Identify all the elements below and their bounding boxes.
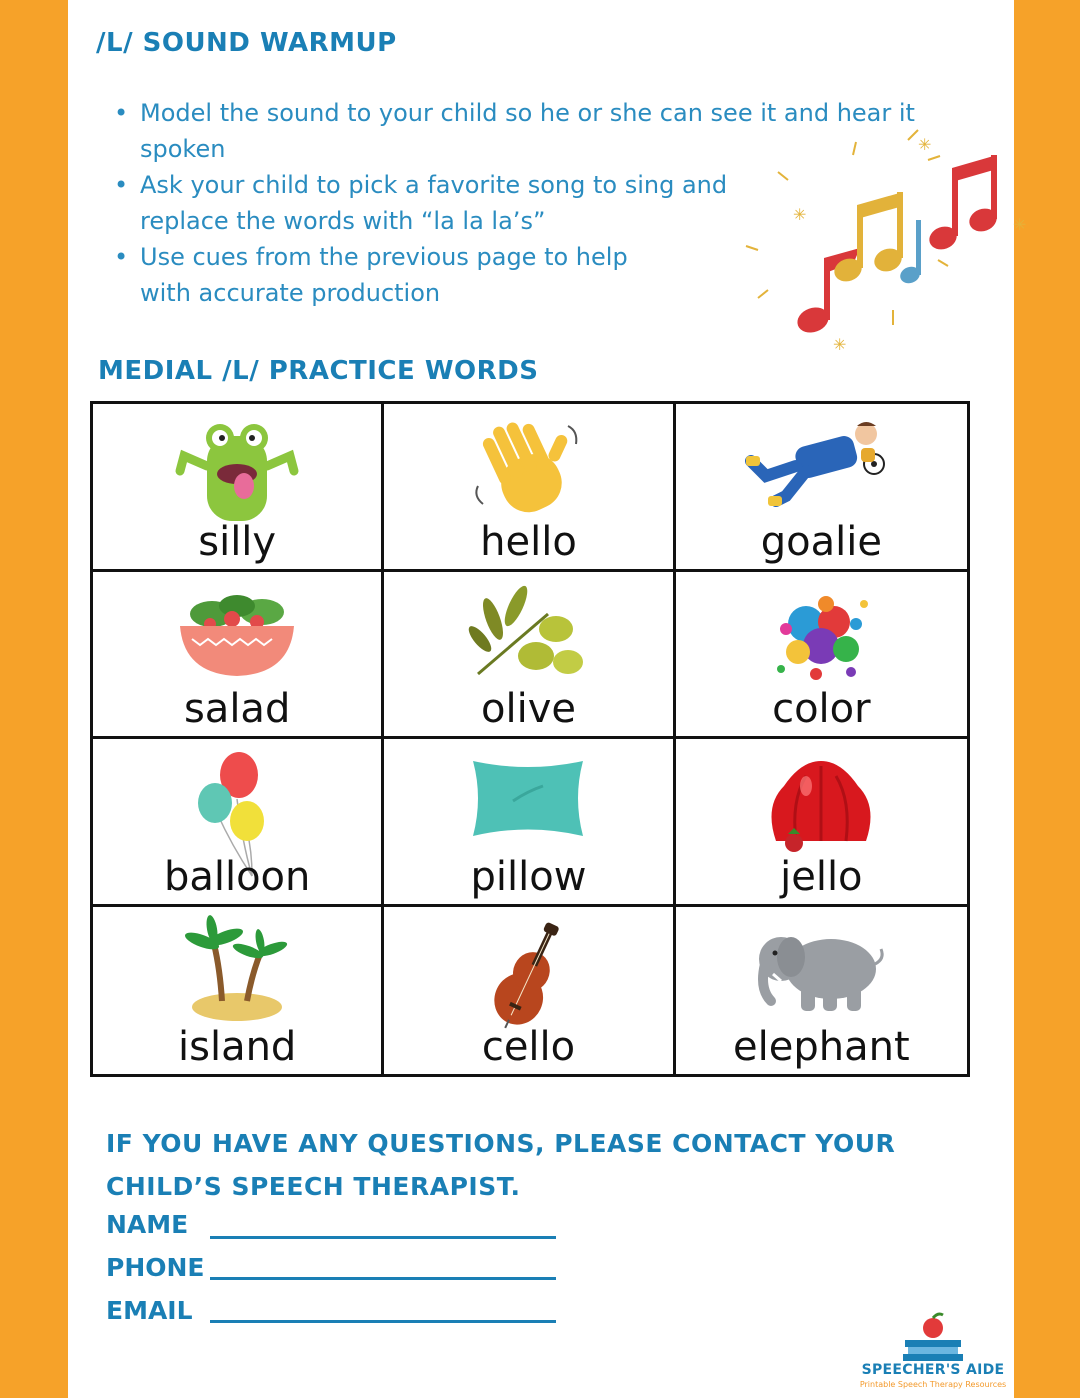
word-card — [384, 404, 675, 572]
salad-bowl-icon — [172, 584, 302, 679]
word-label: jello — [780, 853, 863, 900]
warmup-bullet: • Use cues from the previous page to help with accurate production — [114, 239, 660, 311]
word-card — [384, 739, 675, 907]
word-card — [384, 572, 675, 740]
warmup-bullet: • Model the sound to your child so he or she can see it and hear it spoken — [114, 95, 980, 167]
word-card — [676, 907, 967, 1075]
word-label: pillow — [470, 853, 587, 900]
svg-text:✳: ✳ — [1013, 215, 1027, 234]
word-label: goalie — [760, 518, 882, 565]
name-label: NAME — [106, 1210, 189, 1239]
word-label: balloon — [163, 853, 311, 900]
warmup-bullet: • Ask your child to pick a favorite song to sing and replace the words with “la la la’s” — [114, 167, 780, 239]
word-card — [93, 572, 384, 740]
word-card — [93, 739, 384, 907]
word-label: island — [178, 1024, 297, 1070]
worksheet-page — [68, 0, 1027, 1398]
word-card — [676, 739, 967, 907]
word-label: olive — [481, 686, 576, 732]
word-card — [93, 907, 384, 1075]
phone-label: PHONE — [106, 1253, 205, 1282]
svg-text:✳: ✳ — [833, 335, 847, 354]
word-label: cello — [481, 1024, 576, 1070]
practice-heading: MEDIAL /L/ PRACTICE WORDS — [98, 356, 539, 386]
word-label: color — [772, 686, 871, 732]
word-card — [676, 572, 967, 740]
word-card — [93, 404, 384, 572]
music-notes-icon — [678, 120, 1027, 360]
svg-text:✳: ✳ — [918, 135, 932, 154]
olive-branch-icon — [468, 584, 588, 684]
warmup-heading: /L/ SOUND WARMUP — [96, 28, 397, 58]
paint-splatter-icon — [766, 584, 876, 694]
contact-message: IF YOU HAVE ANY QUESTIONS, PLEASE CONTACT YOUR CHILD’S SPEECH THERAPIST. — [106, 1129, 896, 1201]
practice-word-grid — [90, 401, 970, 1077]
name-write-line[interactable] — [210, 1236, 556, 1239]
waving-hand-icon — [468, 416, 588, 516]
speechers-aide-logo — [858, 1310, 1008, 1394]
word-label: silly — [198, 518, 277, 565]
word-card — [384, 907, 675, 1075]
goalie-player-icon — [746, 416, 896, 511]
logo-subtitle: Printable Speech Therapy Resources — [859, 1380, 1007, 1389]
phone-write-line[interactable] — [210, 1277, 556, 1280]
word-label: elephant — [733, 1024, 910, 1070]
elephant-icon — [751, 919, 891, 1019]
red-jello-icon — [756, 751, 886, 856]
word-label: hello — [480, 518, 577, 565]
email-write-line[interactable] — [210, 1320, 556, 1323]
pillow-icon — [463, 751, 593, 846]
svg-text:✳: ✳ — [793, 205, 807, 224]
word-label: salad — [183, 686, 291, 732]
cello-icon — [488, 919, 568, 1034]
palm-island-icon — [182, 919, 292, 1019]
word-card — [676, 404, 967, 572]
logo-title: SPEECHER'S AIDE — [861, 1362, 1005, 1378]
apple-books-icon — [858, 1310, 1008, 1362]
green-monster-icon — [172, 416, 302, 526]
email-label: EMAIL — [106, 1296, 193, 1325]
